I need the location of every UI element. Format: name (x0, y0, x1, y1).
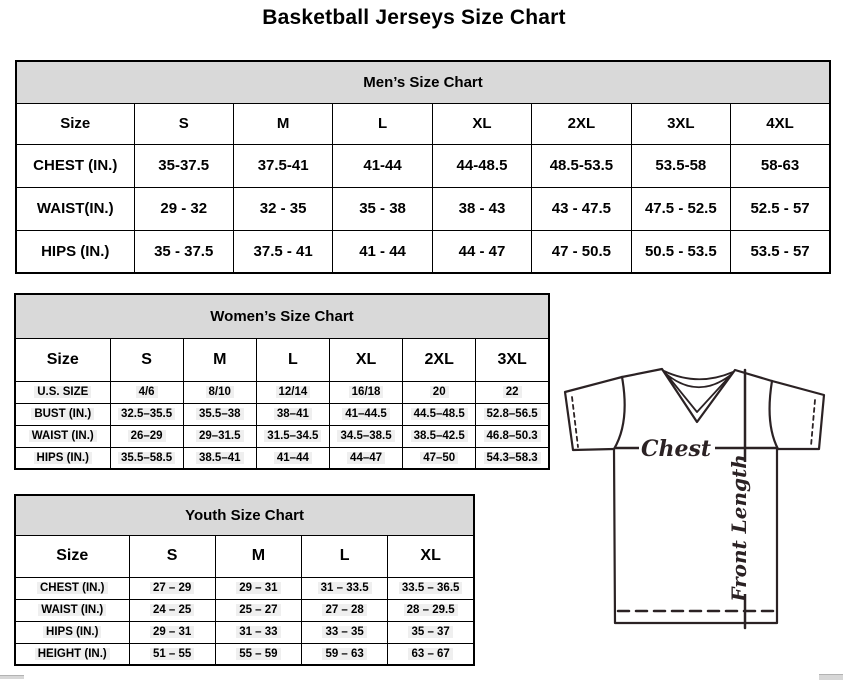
row-label (15, 621, 129, 643)
mens-column-header-size: Size (16, 103, 134, 144)
jersey-body-outline (614, 448, 777, 623)
mens-table-row (16, 144, 830, 187)
table-cell: 50.5 - 53.5 (631, 230, 730, 273)
cell-text: WAIST (IN.) (38, 604, 106, 616)
cell-text: 35 – 37 (408, 626, 452, 638)
mens-table (15, 60, 831, 274)
row-label: HIPS (IN.) (16, 230, 134, 273)
mens-column-header: M (233, 103, 332, 144)
table-cell (110, 381, 183, 403)
youth-column-header: S (129, 535, 215, 577)
mens-column-header: 2XL (532, 103, 631, 144)
row-label (15, 381, 110, 403)
jersey-right-cuff-dashes (811, 400, 815, 446)
table-cell: 38 - 43 (432, 187, 531, 230)
table-cell: 35 - 38 (333, 187, 432, 230)
youth-table-row (15, 621, 474, 643)
youth-column-header: L (302, 535, 388, 577)
youth-column-header: XL (388, 535, 474, 577)
cell-text: 29–31.5 (196, 430, 244, 442)
table-cell (388, 621, 474, 643)
youth-table (14, 494, 475, 666)
cell-text: 41–44 (274, 452, 312, 464)
womens-column-header-size: Size (15, 338, 110, 381)
cell-text: CHEST (IN.) (37, 582, 108, 594)
cell-text: 38.5–42.5 (411, 430, 468, 442)
table-cell: 44-48.5 (432, 144, 531, 187)
cell-text: 8/10 (206, 386, 234, 398)
womens-table-row (15, 381, 549, 403)
table-cell: 58-63 (731, 144, 831, 187)
table-cell (403, 403, 476, 425)
cell-text: 41–44.5 (342, 408, 390, 420)
table-cell (256, 447, 329, 469)
cell-text: 38–41 (274, 408, 312, 420)
table-cell (129, 599, 215, 621)
womens-table (14, 293, 550, 470)
row-label (15, 447, 110, 469)
cell-text: 32.5–35.5 (118, 408, 175, 420)
cell-text: 33 – 35 (322, 626, 366, 638)
table-cell (329, 381, 402, 403)
table-cell (403, 381, 476, 403)
jersey-shoulder-line (622, 369, 772, 422)
womens-table-row (15, 447, 549, 469)
youth-column-header: M (215, 535, 301, 577)
table-cell: 47 - 50.5 (532, 230, 631, 273)
table-cell (110, 425, 183, 447)
table-cell (183, 425, 256, 447)
table-cell: 53.5 - 57 (731, 230, 831, 273)
row-label (15, 403, 110, 425)
womens-column-header: L (256, 338, 329, 381)
table-cell (215, 577, 301, 599)
table-cell (476, 447, 549, 469)
mens-table-title: Men’s Size Chart (16, 61, 830, 103)
table-cell: 37.5-41 (233, 144, 332, 187)
table-cell: 35-37.5 (134, 144, 233, 187)
table-cell (403, 447, 476, 469)
cell-text: 25 – 27 (236, 604, 280, 616)
jersey-left-cuff-dashes (572, 397, 578, 447)
cell-text: 54.3–58.3 (484, 452, 541, 464)
mens-column-header: L (333, 103, 432, 144)
cell-text: 26–29 (128, 430, 166, 442)
youth-table-row (15, 643, 474, 665)
womens-column-header: 2XL (403, 338, 476, 381)
jersey-left-armhole (614, 377, 625, 449)
mens-column-header: S (134, 103, 233, 144)
cell-text: 12/14 (276, 386, 311, 398)
table-cell (476, 381, 549, 403)
cell-text: HIPS (IN.) (34, 452, 92, 464)
table-cell (302, 643, 388, 665)
table-cell (215, 599, 301, 621)
table-cell (403, 425, 476, 447)
table-cell (183, 447, 256, 469)
table-cell (302, 577, 388, 599)
row-label: WAIST(IN.) (16, 187, 134, 230)
cell-text: 51 – 55 (150, 648, 194, 660)
table-cell (129, 643, 215, 665)
youth-table-row (15, 577, 474, 599)
womens-table-title: Women’s Size Chart (15, 294, 549, 338)
table-cell (388, 643, 474, 665)
table-cell (388, 599, 474, 621)
table-cell (476, 403, 549, 425)
row-label (15, 425, 110, 447)
cell-text: 44.5–48.5 (411, 408, 468, 420)
jersey-right-armhole (770, 381, 778, 449)
table-cell (110, 447, 183, 469)
cell-text: 31 – 33.5 (318, 582, 372, 594)
cell-text: 34.5–38.5 (337, 430, 394, 442)
cell-text: 31 – 33 (236, 626, 280, 638)
table-cell (129, 621, 215, 643)
row-label (15, 599, 129, 621)
page-title: Basketball Jerseys Size Chart (262, 6, 566, 29)
table-cell (183, 381, 256, 403)
table-cell (256, 381, 329, 403)
cell-text: 24 – 25 (150, 604, 194, 616)
mens-column-header: XL (432, 103, 531, 144)
table-cell (215, 643, 301, 665)
table-cell: 48.5-53.5 (532, 144, 631, 187)
cell-text: 63 – 67 (408, 648, 452, 660)
mens-table-row (16, 230, 830, 273)
cell-text: 35.5–38 (196, 408, 244, 420)
jersey-measurement-diagram (555, 360, 843, 670)
table-cell (256, 425, 329, 447)
cell-text: 20 (430, 386, 449, 398)
womens-column-header: S (110, 338, 183, 381)
table-cell: 35 - 37.5 (134, 230, 233, 273)
womens-table-row (15, 425, 549, 447)
table-cell: 52.5 - 57 (731, 187, 831, 230)
womens-column-header: XL (329, 338, 402, 381)
cell-text: HIPS (IN.) (43, 626, 101, 638)
cell-text: 29 – 31 (150, 626, 194, 638)
table-cell (329, 447, 402, 469)
row-label: CHEST (IN.) (16, 144, 134, 187)
cell-text: 35.5–58.5 (118, 452, 175, 464)
table-cell: 47.5 - 52.5 (631, 187, 730, 230)
womens-table-row (15, 403, 549, 425)
cutoff-fragment-bottom-right (819, 674, 843, 680)
cell-text: 4/6 (136, 386, 158, 398)
table-cell: 41 - 44 (333, 230, 432, 273)
jersey-right-sleeve (772, 381, 824, 449)
cell-text: HEIGHT (IN.) (35, 648, 110, 660)
mens-column-header: 4XL (731, 103, 831, 144)
cell-text: WAIST (IN.) (29, 430, 97, 442)
youth-table-title: Youth Size Chart (15, 495, 474, 535)
table-cell (129, 577, 215, 599)
cell-text: 44–47 (347, 452, 385, 464)
cell-text: 27 – 29 (150, 582, 194, 594)
cell-text: 27 – 28 (322, 604, 366, 616)
jersey-collar-band (664, 371, 733, 412)
cell-text: 59 – 63 (322, 648, 366, 660)
cell-text: U.S. SIZE (34, 386, 91, 398)
table-cell: 41-44 (333, 144, 432, 187)
mens-column-header: 3XL (631, 103, 730, 144)
row-label (15, 577, 129, 599)
table-cell (183, 403, 256, 425)
table-cell (302, 621, 388, 643)
youth-column-header-size: Size (15, 535, 129, 577)
mens-table-row (16, 187, 830, 230)
table-cell: 53.5-58 (631, 144, 730, 187)
cell-text: BUST (IN.) (31, 408, 94, 420)
table-cell (329, 425, 402, 447)
table-cell: 37.5 - 41 (233, 230, 332, 273)
table-cell (256, 403, 329, 425)
cell-text: 46.8–50.3 (484, 430, 541, 442)
chest-label: Chest (640, 436, 712, 462)
cell-text: 52.8–56.5 (484, 408, 541, 420)
cell-text: 47–50 (420, 452, 458, 464)
table-cell (476, 425, 549, 447)
cell-text: 29 – 31 (236, 582, 280, 594)
front-length-label: Front Length (727, 454, 751, 602)
cell-text: 38.5–41 (196, 452, 244, 464)
cell-text: 28 – 29.5 (404, 604, 458, 616)
table-cell: 32 - 35 (233, 187, 332, 230)
row-label (15, 643, 129, 665)
jersey-diagram-svg (555, 360, 843, 670)
cell-text: 33.5 – 36.5 (399, 582, 463, 594)
table-cell (388, 577, 474, 599)
table-cell (110, 403, 183, 425)
cell-text: 16/18 (349, 386, 384, 398)
table-cell: 44 - 47 (432, 230, 531, 273)
table-cell: 43 - 47.5 (532, 187, 631, 230)
cell-text: 31.5–34.5 (264, 430, 321, 442)
cell-text: 22 (503, 386, 522, 398)
table-cell (215, 621, 301, 643)
cutoff-fragment-bottom-left (0, 675, 24, 679)
table-cell (302, 599, 388, 621)
cell-text: 55 – 59 (236, 648, 280, 660)
table-cell: 29 - 32 (134, 187, 233, 230)
youth-table-row (15, 599, 474, 621)
table-cell (329, 403, 402, 425)
womens-column-header: 3XL (476, 338, 549, 381)
womens-column-header: M (183, 338, 256, 381)
